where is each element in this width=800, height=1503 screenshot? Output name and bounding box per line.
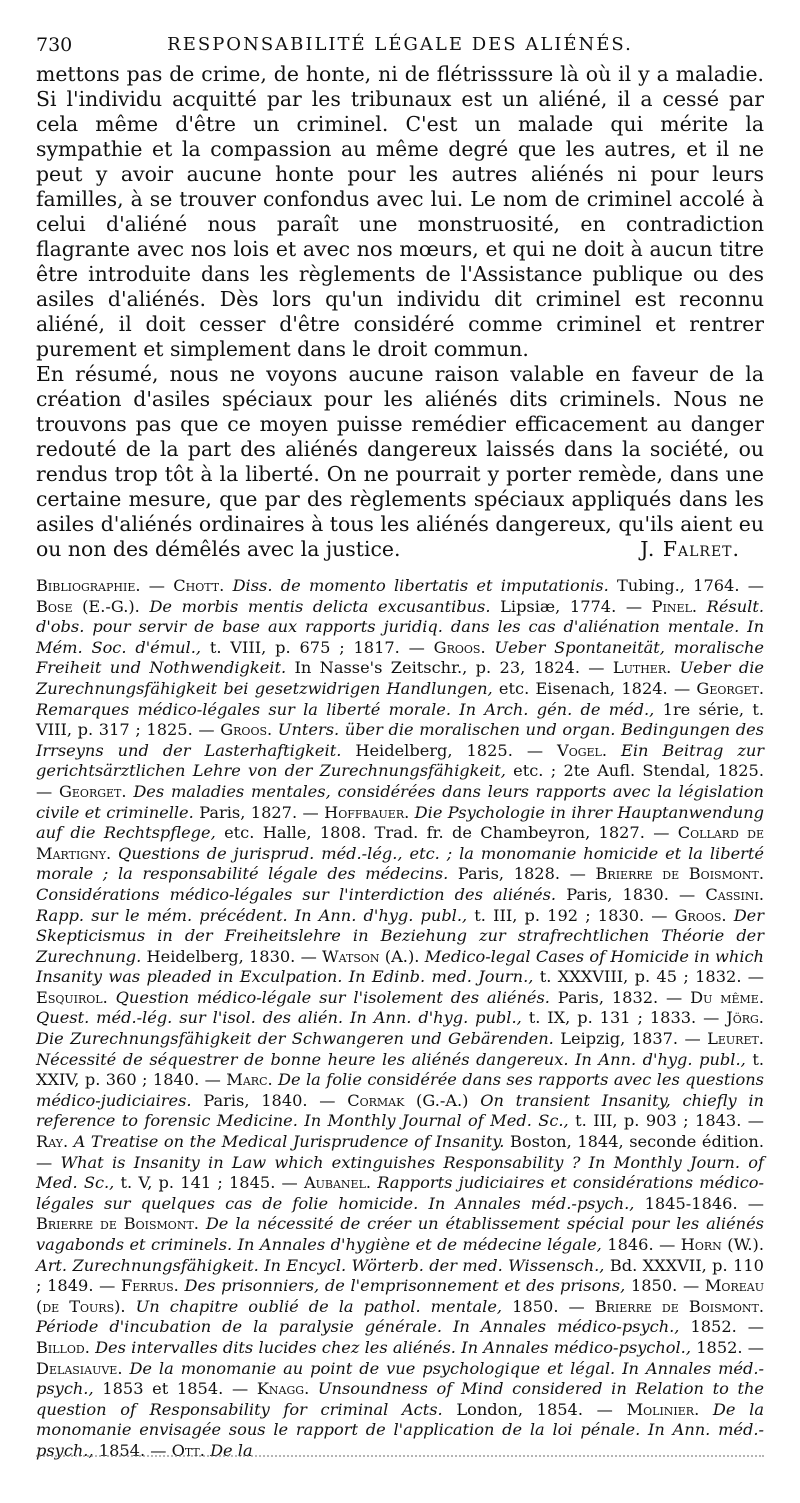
entry-title: Der Skepticismus in der Freiheitslehre in Beziehung zur strafrechtlichen Théorie der Zurechnung. [36,905,764,966]
entry-reference: etc. Eisenach, 1824. — [498,678,691,698]
entry-title: A Treatise on the Medical Jurisprudence of Insanity. [73,1132,505,1152]
bibliography-entry [36,1338,764,1357]
entry-author: Esquirol. [36,987,108,1007]
bibliography-entry [36,1214,764,1254]
entry-reference: Leipzig, 1837. — [560,1029,701,1049]
entry-title: Des maladies mentales, considérées dans leurs rapports avec la législation civile et criminelle. [36,781,764,822]
entry-reference: Lipsiæ, 1774. — [500,596,643,616]
entry-reference: 1852. — [690,1317,764,1337]
entry-reference: 1845-1846. — [644,1193,764,1213]
body-text [36,62,764,562]
entry-author: Cassini. [705,884,764,904]
bibliography-entry [36,988,682,1007]
entry-reference: 1re série, t. VIII, p. 317 ; 1825. — [36,699,765,740]
author-signature: J. Falret. [640,537,740,561]
entry-author: Ferrus. [121,1276,179,1296]
entry-author: Hoffbauer. [324,802,410,822]
entry-author: Georget. [696,678,764,698]
page-footer-rule [36,1455,764,1461]
entry-author: Marc. [226,1070,273,1090]
entry-title: De la monomanie envisagée sous le rapport de l'application de la loi pénale. In Ann. méd.-psych., [36,1399,764,1460]
entry-reference: t. III, p. 903 ; 1843. — [575,1111,764,1131]
entry-title: Questions de jurisprud. méd.-lég., etc. ; la monomanie homicide et la liberté morale ; la responsabilité légale des médecins. [36,843,764,884]
entry-title: Ueber die Zurechnungsfähigkeit bei gesetzwidrigen Handlungen, [36,658,765,698]
entry-reference: London, 1854. — [456,1399,613,1419]
entry-author: Brierre de Boismont. [36,1214,199,1234]
entry-reference: Paris, 1830. — [566,884,696,904]
entry-title: Ein Beitrag zur gerichtsärztlichen Lehre von der Zurechnungsfähigkeit, [36,740,765,781]
entry-author: Georget. [58,781,127,801]
entry-reference: t. XXXVIII, p. 45 ; 1832. — [539,967,764,987]
entry-title: On transient Insanity, chiefly in reference to forensic Medicine. In Monthly Journal of Med. Sc., [36,1090,764,1131]
entry-reference: Heidelberg, 1830. — [146,946,317,966]
entry-author: Brierre de Boismont. [595,864,764,884]
entry-author: Cormak (G.-A.) [347,1090,469,1110]
entry-reference: t. VIII, p. 675 ; 1817. — [209,637,425,657]
entry-author: Luther. [612,658,672,678]
entry-title: Medico-legal Cases of Homicide in which Insanity was pleaded in Exculpation. In Edinb. med. Journ., [36,946,764,987]
entry-author: Vogel. [557,740,608,760]
entry-reference: 1850. — [630,1276,700,1296]
entry-title: Art. Zurechnungsfähigkeit. In Encycl. Wörterb. der med. Wissensch., [36,1255,605,1275]
entry-reference: Paris, 1827. — [199,802,319,822]
entry-title: Ueber Spontaneität, moralische Freiheit und Nothwendigkeit. [36,637,764,678]
entry-reference: 1846. — [607,1235,676,1254]
bibliography-entry [36,597,642,616]
entry-title: Période d'incubation de la paralysie générale. In Annales médico-psych., [36,1317,680,1337]
page-number: 730 [36,34,73,56]
entry-author: Ott. [171,1440,205,1460]
entry-reference: Paris, 1832. — [557,987,683,1007]
entry-author: Jörg. [726,1008,764,1028]
entry-author: Bibliographie. — Chott. [36,576,225,595]
entry-reference: Paris, 1828. — [457,864,586,884]
entry-title: Quest. méd.-lég. sur l'isol. des alién. In Ann. d'hyg. publ., [36,1008,522,1028]
entry-title: Unters. über die moralischen und organ. Bedingungen des Irrseyns und der Lasterhaftigkeit. [36,720,764,760]
page-header [36,28,764,62]
entry-title: Rapports judiciaires et considérations médico-légales sur quelques cas de folie homicide. In Annales méd.-psych., [36,1173,764,1213]
entry-author: Brierre de Boismont. [594,1296,764,1316]
entry-title: De la [210,1440,253,1460]
entry-reference: Heidelberg, 1825. — [355,740,544,760]
entry-title: Considérations médico-légales sur l'interdiction des aliénés. [36,884,557,904]
entry-reference: t. IX, p. 131 ; 1833. — [528,1008,720,1028]
entry-title: Unsoundness of Mind considered in Relation to the question of Responsability for criminal Acts. [36,1379,765,1419]
running-title: RESPONSABILITÉ LÉGALE DES ALIÉNÉS. [167,34,633,55]
paragraph-text: En résumé, nous ne voyons aucune raison valable en faveur de la création d'asiles spéciaux pour les aliénés dits criminels. Nous ne trouvons pas que ce moyen puisse remédier efficacement au danger redouté de la part des aliénés dangereux laissés dans la société, ou rendus trop tôt à la liberté. On ne pourrait y porter remède, dans une certaine mesure, que par des règlements spéciaux appliqués dans les asiles d'aliénés ordinaires à tous les aliénés dangereux, qu'ils aient eu ou non des démêlés avec la justice. [36,362,764,561]
entry-reference: etc. ; 2te Aufl. Stendal, 1825. — [36,761,764,801]
entry-reference: t. XXIV, p. 360 ; 1840. — [36,1049,764,1090]
paragraph: mettons pas de crime, de honte, ni de flétrisssure là où il y a maladie. Si l'individu acquitté par les tribunaux est un aliéné, il a cessé par cela même d'être un criminel. C'est un malade qui mérite la sympathie et la compassion au même degré que les autres, et il ne peut y avoir aucune honte pour les autres aliénés ni pour leurs familles, à se trouver confondus avec lui. Le nom de criminel accolé à celui d'aliéné nous paraît une monstruosité, en contradiction flagrante avec nos lois et avec nos mœurs, et qui ne doit à aucun titre être introduite dans les règlements de l'Assistance publique ou des asiles d'aliénés. Dès lors qu'un individu dit criminel est reconnu aliéné, il doit cesser d'être considéré comme criminel et rentrer purement et simplement dans le droit commun. [36,62,764,361]
entry-author: Delasiauve. [36,1358,123,1378]
entry-reference: Bd. XXXVII, p. 110 ; 1849. — [36,1255,764,1296]
entry-author: Moreau (de Tours). [36,1276,764,1316]
entry-title: Des intervalles dits lucides chez les aliénés. In Annales médico-psychol., [95,1337,691,1357]
entry-reference: t. III, p. 192 ; 1830. — [474,905,668,925]
entry-title: Diss. de momento libertatis et imputationis. [232,576,609,595]
entry-title: De la nécessité de créer un établissement spécial pour les aliénés vagabonds et criminels. In Annales d'hygiène et de médecine légale, [36,1214,764,1254]
entry-author: Collard de Martigny. [36,823,764,863]
bibliography [36,576,764,1462]
entry-author: Groos. [220,720,273,740]
entry-author: Ray. [36,1132,69,1152]
entry-title: Résult. d'obs. pour servir de base aux rapports juridiq. dans les cas d'aliénation mentale. In Mém. Soc. d'émul., [36,596,764,657]
entry-title: De morbis mentis delicta excusantibus. [149,596,491,616]
entry-reference: In Nasse's Zeitschr., p. 23, 1824. — [294,658,605,678]
entry-title: Un chapitre oublié de la pathol. mentale, [135,1296,503,1316]
entry-author: Horn (W.). [680,1235,764,1254]
entry-title: Die Zurechnungsfähigkeit der Schwangeren und Gebärenden. [36,1029,554,1049]
entry-author: Watson (A.). [322,946,420,966]
entry-title: What is Insanity in Law which extinguishes Responsability ? In Monthly Journ. of Med. Sc., [36,1152,764,1193]
entry-author: Aubanel. [303,1173,372,1193]
entry-title: Des prisonniers, de l'emprisonnement et des prisons, [184,1276,626,1296]
entry-title: De la monomanie au point de vue psychologique et légal. In Annales méd.-psych., [36,1358,764,1399]
entry-reference: etc. Halle, 1808. Trad. fr. de Chambeyron, 1827. — [224,823,670,843]
entry-author: Groos. [674,905,727,925]
entry-reference: Tubing., 1764. — [617,576,764,595]
entry-author: Groos. [433,637,486,657]
paragraph [36,362,764,562]
entry-author: Bose (E.-G.). [36,596,140,616]
entry-author: Du même. [690,987,764,1007]
entry-reference: 1852. — [696,1337,764,1357]
entry-author: Pinel. [651,596,698,616]
entry-author: Leuret. [707,1029,764,1049]
bibliography-entry [36,576,764,595]
entry-reference: 1850. — [512,1296,585,1316]
entry-title: Question médico-légale sur l'isolement des aliénés. [115,987,550,1007]
entry-title: Die Psychologie in ihrer Hauptanwendung auf die Rechtspflege, [36,802,764,843]
entry-title: De la folie considérée dans ses rapports avec les questions médico-judiciaires. [36,1070,764,1110]
entry-reference: 1854. — [98,1440,167,1460]
bibliography-entry [121,1276,699,1295]
entry-title: Rapp. sur le mém. précédent. In Ann. d'hyg. publ., [36,905,468,925]
entry-reference: Paris, 1840. — [203,1090,336,1110]
entry-reference: Boston, 1844, seconde édition. — [36,1132,764,1172]
entry-reference: t. V, p. 141 ; 1845. — [120,1173,298,1193]
entry-author: Billod. [36,1337,90,1357]
entry-author: Molinier. [626,1399,700,1419]
entry-reference: 1853 et 1854. — [102,1379,249,1399]
entry-title: Nécessité de séquestrer de bonne heure les aliénés dangereux. In Ann. d'hyg. publ., [36,1049,746,1069]
entry-title: Remarques médico-légales sur la liberté morale. In Arch. gén. de méd., [36,699,655,719]
page [36,28,764,1462]
entry-author: Knagg. [256,1379,310,1399]
